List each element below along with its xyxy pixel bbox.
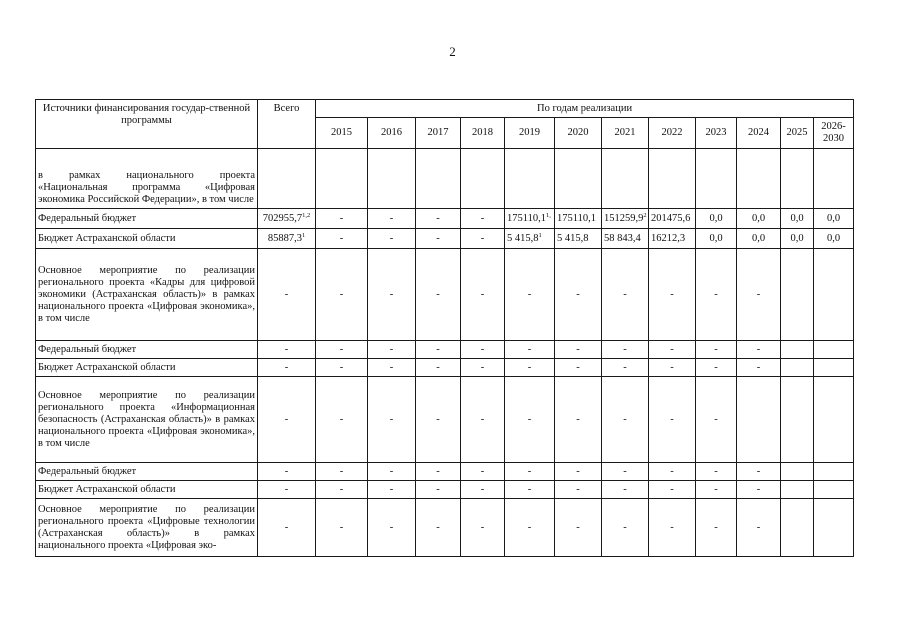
row-year-value: 0,0 [696, 229, 737, 249]
row-year-value [814, 463, 854, 481]
row-year-value: - [416, 249, 461, 341]
row-year-value [781, 377, 814, 463]
row-year-value: - [461, 341, 505, 359]
row-year-value: - [696, 463, 737, 481]
row-year-value: 0,0 [781, 229, 814, 249]
row-year-value [781, 149, 814, 209]
row-year-value: - [696, 341, 737, 359]
header-year: 2018 [461, 118, 505, 149]
row-year-value: - [461, 499, 505, 557]
row-year-value: - [316, 229, 368, 249]
row-year-value: - [649, 463, 696, 481]
row-year-value: 0,0 [781, 209, 814, 229]
row-year-value: 0,0 [814, 229, 854, 249]
row-year-value: - [602, 499, 649, 557]
row-total [258, 149, 316, 209]
row-total: - [258, 463, 316, 481]
row-year-value: - [316, 499, 368, 557]
row-source-label: Основное мероприятие по реализации регионального проекта «Информационная безопасность (Астраханская область)» в рамках национального проекта «Цифровая экономика», в том числе [36, 377, 258, 463]
row-year-value [781, 499, 814, 557]
row-year-value: - [602, 341, 649, 359]
row-year-value: - [696, 481, 737, 499]
row-year-value [814, 249, 854, 341]
footnote-mark: 1 [301, 231, 306, 239]
header-year: 2022 [649, 118, 696, 149]
row-year-value: - [416, 209, 461, 229]
row-year-value: - [461, 377, 505, 463]
row-year-value: 0,0 [814, 209, 854, 229]
table-row [36, 377, 854, 463]
table-row [36, 499, 854, 557]
row-year-value: - [505, 341, 555, 359]
row-source-label: в рамках национального проекта «Национальная программа «Цифровая экономика Российской Федерации», в том числе [36, 149, 258, 209]
row-year-value: - [416, 463, 461, 481]
table-row [36, 463, 854, 481]
footnote-mark: 2 [643, 211, 647, 219]
row-year-value [814, 481, 854, 499]
row-year-value [781, 249, 814, 341]
row-year-value: - [416, 229, 461, 249]
row-year-value: 175110,1 [555, 209, 602, 229]
table-row [36, 359, 854, 377]
row-year-value: - [505, 377, 555, 463]
row-year-value: - [368, 481, 416, 499]
row-year-value: - [461, 209, 505, 229]
table-row [36, 209, 854, 229]
row-year-value: - [737, 499, 781, 557]
footnote-mark: 1 [538, 231, 542, 239]
row-year-value: - [737, 359, 781, 377]
row-year-value [781, 359, 814, 377]
row-year-value: - [316, 481, 368, 499]
row-year-value: - [505, 359, 555, 377]
row-year-value: - [368, 229, 416, 249]
row-year-value [814, 377, 854, 463]
row-year-value: - [737, 341, 781, 359]
row-total: - [258, 377, 316, 463]
header-source: Источники финансирования государ-ственной программы [36, 100, 258, 149]
row-year-value: - [649, 249, 696, 341]
row-total: 85887,3$^1$ [258, 229, 316, 249]
header-year: 2017 [416, 118, 461, 149]
row-year-value [368, 149, 416, 209]
row-total: 702955,7$^{1,2}$ [258, 209, 316, 229]
row-year-value: - [696, 249, 737, 341]
header-by-years: По годам реализации [316, 100, 854, 118]
row-year-value: - [368, 249, 416, 341]
table-row [36, 249, 854, 341]
row-year-value: - [368, 209, 416, 229]
header-total: Всего [258, 100, 316, 149]
row-year-value: - [696, 377, 737, 463]
row-year-value: - [416, 341, 461, 359]
footnote-mark: 1,2 [302, 211, 311, 219]
row-year-value: - [316, 249, 368, 341]
row-year-value: - [316, 463, 368, 481]
row-total: - [258, 481, 316, 499]
table-row [36, 149, 854, 209]
row-year-value [555, 149, 602, 209]
header-year: 2016 [368, 118, 416, 149]
row-source-label: Федеральный бюджет [36, 209, 258, 229]
row-year-value: - [368, 341, 416, 359]
row-year-value [814, 359, 854, 377]
row-year-value: - [737, 481, 781, 499]
footnote-mark: 1, [546, 211, 551, 219]
row-year-value: - [505, 249, 555, 341]
row-year-value [602, 149, 649, 209]
row-year-value: $175110,1^{1,}$ [505, 209, 555, 229]
row-year-value: - [696, 499, 737, 557]
row-year-value: 0,0 [737, 229, 781, 249]
row-year-value: - [602, 463, 649, 481]
row-total: - [258, 499, 316, 557]
row-year-value: - [368, 499, 416, 557]
row-year-value: - [602, 481, 649, 499]
row-year-value [416, 149, 461, 209]
table-row [36, 341, 854, 359]
row-year-value: - [555, 377, 602, 463]
row-total: - [258, 249, 316, 341]
row-year-value: - [461, 249, 505, 341]
row-year-value [737, 377, 781, 463]
row-year-value: - [461, 481, 505, 499]
row-year-value: 5 415,8 [555, 229, 602, 249]
row-source-label: Федеральный бюджет [36, 341, 258, 359]
header-row-1 [36, 100, 854, 118]
financing-table [35, 99, 854, 557]
row-year-value: - [649, 499, 696, 557]
row-year-value: - [737, 249, 781, 341]
row-source-label: Бюджет Астраханской области [36, 229, 258, 249]
row-year-value: 16212,3 [649, 229, 696, 249]
row-year-value [814, 499, 854, 557]
row-year-value: - [416, 481, 461, 499]
row-source-label: Бюджет Астраханской области [36, 481, 258, 499]
row-year-value [316, 149, 368, 209]
row-year-value: 0,0 [696, 209, 737, 229]
row-year-value [649, 149, 696, 209]
header-year: 2020 [555, 118, 602, 149]
header-year: 2015 [316, 118, 368, 149]
row-year-value: - [416, 377, 461, 463]
row-year-value: - [555, 499, 602, 557]
page-number: 2 [449, 44, 456, 59]
row-year-value [781, 481, 814, 499]
row-source-label: Основное мероприятие по реализации регионального проекта «Цифровые технологии (Астраханская область)» в рамках национального проекта «Цифровая эко- [36, 499, 258, 557]
row-year-value: 151259,9$^2$ [602, 209, 649, 229]
row-year-value [737, 149, 781, 209]
row-year-value [781, 463, 814, 481]
row-year-value: - [649, 341, 696, 359]
row-year-value: - [555, 249, 602, 341]
header-year: 2024 [737, 118, 781, 149]
row-total: - [258, 341, 316, 359]
row-year-value: - [555, 463, 602, 481]
row-year-value: - [316, 341, 368, 359]
row-source-label: Основное мероприятие по реализации регионального проекта «Кадры для цифровой экономики (Астраханская область)» в рамках национального проекта «Цифровая экономика», в том числе [36, 249, 258, 341]
table-row [36, 229, 854, 249]
table-row [36, 481, 854, 499]
row-year-value: 201475,6 [649, 209, 696, 229]
row-year-value: - [461, 229, 505, 249]
row-year-value: - [368, 463, 416, 481]
row-year-value: - [602, 249, 649, 341]
row-year-value: - [602, 359, 649, 377]
row-year-value [505, 149, 555, 209]
row-year-value [461, 149, 505, 209]
row-source-label: Федеральный бюджет [36, 463, 258, 481]
row-year-value: - [555, 481, 602, 499]
header-year: 2019 [505, 118, 555, 149]
row-year-value: - [555, 359, 602, 377]
row-year-value: - [368, 359, 416, 377]
header-year: 2023 [696, 118, 737, 149]
row-year-value: - [555, 341, 602, 359]
row-year-value: - [368, 377, 416, 463]
row-year-value [814, 149, 854, 209]
header-year: 2026-2030 [814, 118, 854, 149]
row-year-value: - [505, 499, 555, 557]
row-year-value: 5 415,8$^1$ [505, 229, 555, 249]
row-year-value: - [649, 377, 696, 463]
row-year-value: - [416, 359, 461, 377]
row-year-value: - [461, 463, 505, 481]
row-year-value: - [316, 209, 368, 229]
row-year-value: - [696, 359, 737, 377]
row-year-value: - [602, 377, 649, 463]
header-year: 2025 [781, 118, 814, 149]
header-year: 2021 [602, 118, 649, 149]
row-year-value [696, 149, 737, 209]
row-year-value: 58 843,4 [602, 229, 649, 249]
row-year-value: - [649, 359, 696, 377]
row-source-label: Бюджет Астраханской области [36, 359, 258, 377]
row-year-value: - [505, 463, 555, 481]
table-body [36, 149, 854, 557]
row-year-value: - [416, 499, 461, 557]
row-year-value [781, 341, 814, 359]
row-year-value: - [461, 359, 505, 377]
row-year-value [814, 341, 854, 359]
row-year-value: 0,0 [737, 209, 781, 229]
row-total: - [258, 359, 316, 377]
row-year-value: - [737, 463, 781, 481]
row-year-value: - [505, 481, 555, 499]
row-year-value: - [316, 359, 368, 377]
row-year-value: - [649, 481, 696, 499]
row-year-value: - [316, 377, 368, 463]
